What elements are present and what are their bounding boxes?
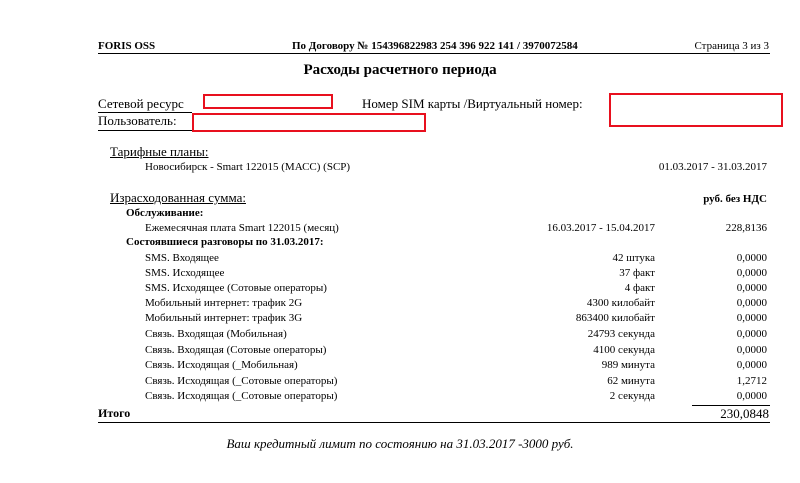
redacted-user-box: [192, 113, 426, 132]
usage-name: Связь. Исходящая (_Сотовые операторы): [145, 390, 338, 402]
service-name: Ежемесячная плата Smart 122015 (месяц): [145, 222, 339, 234]
usage-sum: 0,0000: [736, 252, 767, 264]
redacted-resource-box: [203, 94, 333, 109]
header-contract: По Договору № 154396822983 254 396 922 141 / 3970072584: [292, 40, 578, 52]
usage-qty: 4 факт: [624, 282, 655, 294]
usage-name: Связь. Исходящая (_Сотовые операторы): [145, 375, 338, 387]
usage-qty: 863400 килобайт: [575, 312, 655, 324]
calls-heading: Состоявшиеся разговоры по 31.03.2017:: [126, 236, 324, 248]
usage-name: SMS. Входящее: [145, 252, 219, 264]
usage-qty: 42 штука: [612, 252, 655, 264]
usage-qty: 62 минута: [607, 375, 655, 387]
usage-row: [0, 328, 800, 344]
usage-sum: 0,0000: [736, 282, 767, 294]
tariff-heading: Тарифные планы:: [110, 144, 209, 159]
spent-heading: Израсходованная сумма:: [110, 190, 246, 205]
credit-limit-note: Ваш кредитный лимит по состоянию на 31.03.2017 -3000 руб.: [226, 436, 574, 451]
usage-sum: 0,0000: [736, 267, 767, 279]
usage-sum: 1,2712: [736, 375, 767, 387]
sim-number-label: Номер SIM карты /Виртуальный номер:: [362, 96, 583, 111]
resource-label: Сетевой ресурс: [98, 96, 184, 111]
tariff-row: [0, 161, 800, 177]
service-period: 16.03.2017 - 15.04.2017: [546, 222, 655, 234]
header-page-number: Страница 3 из 3: [694, 40, 769, 52]
usage-qty: 37 факт: [619, 267, 655, 279]
usage-row: [0, 252, 800, 268]
usage-qty: 4300 килобайт: [586, 297, 655, 309]
service-sum: 228,8136: [725, 222, 767, 234]
usage-row: [0, 359, 800, 375]
usage-row: [0, 375, 800, 391]
usage-sum: 0,0000: [736, 359, 767, 371]
usage-sum: 0,0000: [736, 312, 767, 324]
total-value: 230,0848: [720, 406, 769, 421]
usage-qty: 989 минута: [601, 359, 655, 371]
total-label: Итого: [98, 406, 131, 420]
tariff-name: Новосибирск - Smart 122015 (МАСС) (SCP): [145, 161, 351, 173]
page-title: Расходы расчетного периода: [303, 62, 497, 78]
user-label: Пользователь:: [98, 113, 177, 128]
usage-row: [0, 390, 800, 406]
usage-name: Связь. Исходящая (_Мобильная): [145, 359, 298, 371]
usage-qty: 24793 секунда: [587, 328, 655, 340]
usage-qty: 2 секунда: [609, 390, 655, 402]
currency-label: руб. без НДС: [703, 193, 767, 205]
usage-name: SMS. Исходящее: [145, 267, 225, 279]
field-underline-2: [98, 130, 192, 131]
usage-row: [0, 267, 800, 283]
usage-row: [0, 344, 800, 360]
redacted-sim-box: [609, 93, 783, 127]
usage-row: [0, 282, 800, 298]
usage-row: [0, 297, 800, 313]
header-rule: [98, 53, 770, 54]
usage-name: Связь. Входящая (Сотовые операторы): [145, 344, 327, 356]
usage-sum: 0,0000: [736, 328, 767, 340]
usage-qty: 4100 секунда: [593, 344, 655, 356]
usage-name: Связь. Входящая (Мобильная): [145, 328, 287, 340]
service-row: [0, 222, 800, 238]
tariff-period: 01.03.2017 - 31.03.2017: [658, 161, 767, 173]
service-heading: Обслуживание:: [126, 207, 204, 219]
header-company: FORIS OSS: [98, 40, 156, 52]
total-bottom-rule: [98, 422, 770, 423]
usage-name: Мобильный интернет: трафик 2G: [145, 297, 303, 309]
usage-name: Мобильный интернет: трафик 3G: [145, 312, 303, 324]
usage-row: [0, 312, 800, 328]
usage-sum: 0,0000: [736, 390, 767, 402]
usage-sum: 0,0000: [736, 297, 767, 309]
usage-sum: 0,0000: [736, 344, 767, 356]
usage-name: SMS. Исходящее (Сотовые операторы): [145, 282, 327, 294]
